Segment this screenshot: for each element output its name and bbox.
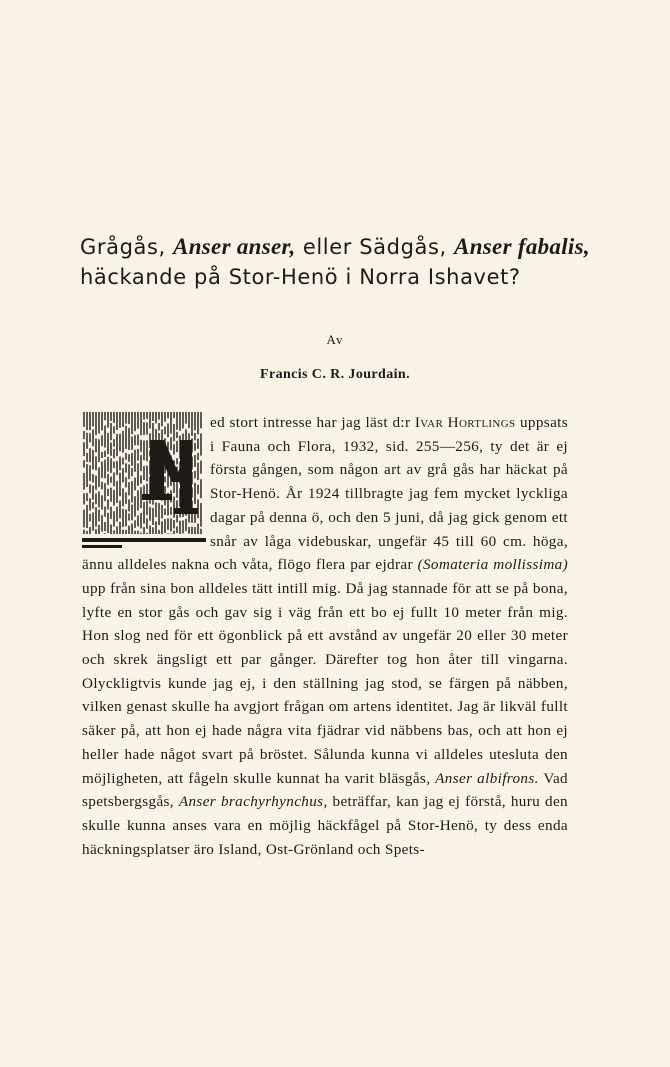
species-anser-albifrons: Anser albifrons. [435,769,539,787]
species-somateria-mollissima: (Somateria mollissima) [417,556,568,574]
initial-space [82,411,210,553]
body-segment-3: upp från sina bon alldeles tätt intill mig. Då jag stannade för att se på bona, lyfte en stor gås och gav sig i väg från ett bo ej fullt 10 meter från mig. Hon slog ned för ett ögonblick på ett avstånd av ungefär 20 eller 30 meter och skrek ängsligt ett par gånger. Därefter tog hon åter till vingarna. Olyckligtvis kunde jag ej, i den ställning jag stod, se färgen på näbben, vilken genast skulle ha avgjort frågan om artens identitet. Jag är likväl fullt säker på, att hon ej hade några vita fjädrar vid näbbens bas, och att hon ej heller hade något svart på bröstet. Sålunda kunna vi alldeles utesluta den möjligheten, att fågeln skulle kunnat ha varit bläsgås, [82,579,568,787]
species-anser-brachyrhynchus: Anser brachyrhynchus, [178,793,328,811]
author-name: Francis C. R. Jourdain. [260,367,410,382]
byline-av: Av [326,332,344,347]
article-title [80,232,590,292]
title-part-2: eller Sädgås, [295,235,455,259]
author-reference: Ivar Hortlings [414,414,516,431]
body-segment-5: beträffar, kan jag ej förstå, huru den skulle kunna anses vara en möjlig häckfågel på Stor-Henö, ty dess enda häckningsplatser äro Island, Ost-Grönland och Spets- [82,793,568,858]
body-segment-1: ed stort intresse har jag läst d:r [210,414,415,431]
title-part-1: Grågås, [80,235,174,259]
title-part-3: häckande på Stor-Henö i Norra Ishavet? [80,265,521,289]
title-species-anser-fabalis: Anser fabalis, [454,234,590,259]
article-body [82,411,568,861]
body-segment-4: Vad spetsbergsgås, [82,769,569,811]
body-segment-2: uppsats i Fauna och Flora, 1932, sid. 255—256, ty det är ej första gången, som någon art av grå gås har häckat på Stor-Henö. År 1924 tillbragte jag fem mycket lyckliga dagar på denna ö, och den 5 juni, då jag gick genom ett snår av låga videbuskar, ungefär 45 till 60 cm. höga, ännu alldeles nakna och våta, flögo flera par ejdrar [82,414,568,574]
title-species-anser-anser: Anser anser, [173,234,296,259]
